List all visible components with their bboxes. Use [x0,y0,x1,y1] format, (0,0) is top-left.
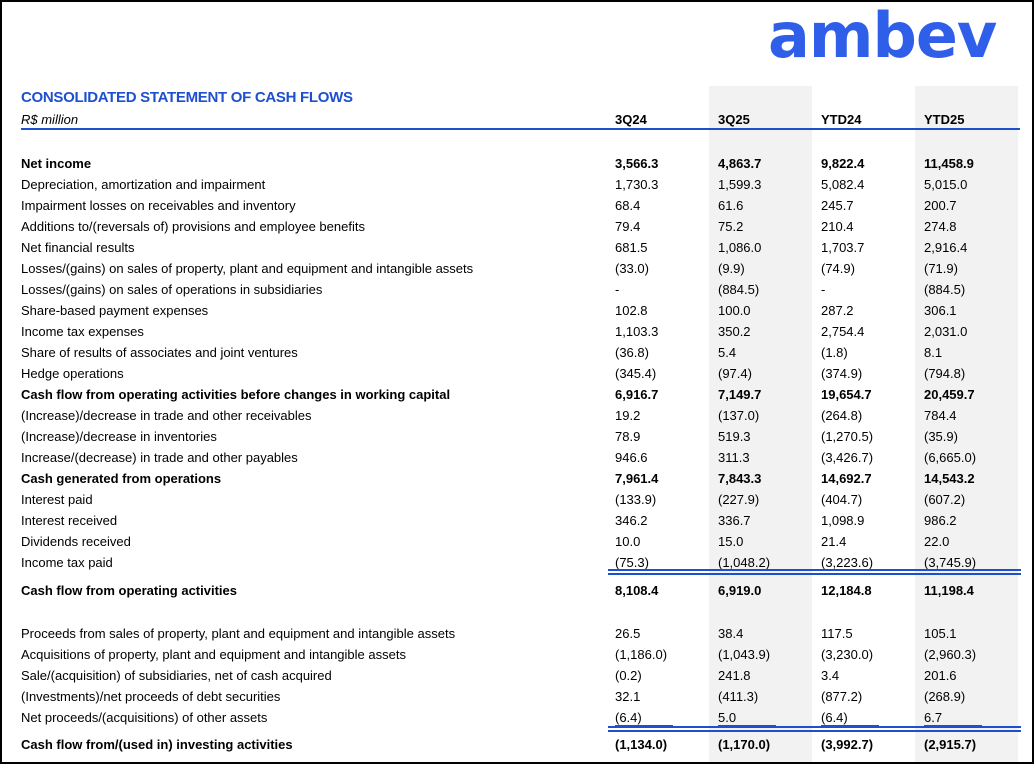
row-value-ytd24: 19,654.7 [821,387,872,402]
row-label: (Investments)/net proceeds of debt securities [21,689,281,704]
row-value-ytd25: (3,745.9) [924,555,977,570]
row-label: Cash flow from operating activities before changes in working capital [21,387,451,402]
operating-row [2,258,1032,279]
row-value-ytd24: 287.2 [821,303,854,318]
investing-total-row [2,734,1032,755]
row-value-ytd25: 22.0 [924,534,950,549]
row-value-ytd25: 5,015.0 [924,177,968,192]
operating-row [2,468,1032,489]
row-value-ytd24: (3,426.7) [821,450,874,465]
row-value-3q25: 4,863.7 [718,156,762,171]
row-value-3q25: (1,048.2) [718,555,771,570]
row-value-3q24: 6,916.7 [615,387,659,402]
row-value-3q25: 7,149.7 [718,387,762,402]
row-value-3q25: (9.9) [718,261,745,276]
row-value-ytd24: (3,230.0) [821,647,874,662]
row-value-ytd24: (74.9) [821,261,855,276]
row-value-ytd25: 274.8 [924,219,957,234]
row-value-3q24: 79.4 [615,219,641,234]
operating-row [2,447,1032,468]
row-value-3q24: 946.6 [615,450,648,465]
row-value-ytd24: 21.4 [821,534,847,549]
operating-row [2,237,1032,258]
row-value-ytd24: (3,992.7) [821,737,874,752]
operating-row [2,489,1032,510]
row-label: Impairment losses on receivables and inventory [21,198,296,213]
row-label: Sale/(acquisition) of subsidiaries, net of cash acquired [21,668,332,683]
header-rule [21,128,1020,130]
row-label: Income tax paid [21,555,113,570]
row-label: Cash generated from operations [21,471,222,486]
row-value-3q24: (345.4) [615,366,657,381]
operating-row [2,321,1032,342]
row-value-ytd24: (404.7) [821,492,863,507]
currency-unit: R$ million [21,112,79,127]
row-value-3q25: (411.3) [718,689,759,704]
row-value-3q24: (6.4) [615,710,642,725]
row-value-3q25: (1,170.0) [718,737,771,752]
row-value-3q25: 350.2 [718,324,751,339]
row-value-ytd25: (6,665.0) [924,450,977,465]
row-value-ytd25: 2,031.0 [924,324,968,339]
row-label: (Increase)/decrease in inventories [21,429,217,444]
row-value-3q25: 311.3 [718,450,750,465]
row-value-ytd25: 784.4 [924,408,957,423]
row-value-3q24: 32.1 [615,689,641,704]
row-value-ytd25: 105.1 [924,626,957,641]
row-value-3q25: (97.4) [718,366,752,381]
row-value-3q25: 61.6 [718,198,744,213]
row-value-ytd24: (877.2) [821,689,863,704]
row-value-ytd25: 20,459.7 [924,387,975,402]
row-value-3q24: 26.5 [615,626,641,641]
row-label: (Increase)/decrease in trade and other receivables [21,408,312,423]
row-label: Cash flow from/(used in) investing activities [21,737,293,752]
row-value-3q24: (36.8) [615,345,649,360]
row-value-ytd24: 1,703.7 [821,240,865,255]
row-label: Additions to/(reversals of) provisions and employee benefits [21,219,365,234]
row-value-ytd24: (6.4) [821,710,848,725]
row-value-3q24: 681.5 [615,240,648,255]
investing-total-double-rule [608,726,1021,732]
row-value-ytd25: 986.2 [924,513,957,528]
column-header-3q24: 3Q24 [615,112,647,127]
row-value-ytd24: 1,098.9 [821,513,865,528]
row-label: Cash flow from operating activities [21,583,237,598]
row-value-ytd25: (2,960.3) [924,647,977,662]
row-value-ytd24: - [821,282,826,297]
row-label: Proceeds from sales of property, plant and equipment and intangible assets [21,626,456,641]
operating-row [2,405,1032,426]
row-value-3q24: (75.3) [615,555,649,570]
operating-total-row [2,580,1032,601]
row-value-3q24: 346.2 [615,513,648,528]
row-label: Losses/(gains) on sales of property, plant and equipment and intangible assets [21,261,474,276]
operating-row [2,174,1032,195]
row-value-ytd24: (1,270.5) [821,429,874,444]
row-value-ytd24: 210.4 [821,219,854,234]
investing-row [2,623,1032,644]
row-value-ytd24: (374.9) [821,366,863,381]
row-value-3q24: 7,961.4 [615,471,659,486]
row-value-ytd25: 200.7 [924,198,957,213]
row-value-ytd24: (264.8) [821,408,863,423]
row-value-3q24: 10.0 [615,534,641,549]
row-value-ytd25: 11,458.9 [924,156,974,171]
row-value-ytd24: 2,754.4 [821,324,865,339]
row-value-3q24: (0.2) [615,668,642,683]
row-label: Acquisitions of property, plant and equipment and intangible assets [21,647,406,662]
row-value-ytd24: 14,692.7 [821,471,872,486]
column-header-3q25: 3Q25 [718,112,750,127]
row-value-ytd25: (794.8) [924,366,966,381]
row-value-3q25: (884.5) [718,282,760,297]
row-value-ytd25: (35.9) [924,429,958,444]
operating-row [2,342,1032,363]
investing-row [2,686,1032,707]
row-value-3q25: 38.4 [718,626,744,641]
row-value-3q24: - [615,282,620,297]
row-value-ytd24: (1.8) [821,345,848,360]
row-value-3q25: (137.0) [718,408,760,423]
row-label: Losses/(gains) on sales of operations in subsidiaries [21,282,323,297]
operating-row [2,426,1032,447]
operating-row [2,216,1032,237]
row-value-3q24: 68.4 [615,198,641,213]
row-label: Hedge operations [21,366,124,381]
row-value-3q24: (33.0) [615,261,649,276]
column-header-ytd24: YTD24 [821,112,862,127]
row-value-3q25: 5.4 [718,345,737,360]
row-value-3q25: 100.0 [718,303,751,318]
row-value-ytd24: 9,822.4 [821,156,865,171]
row-label: Net proceeds/(acquisitions) of other assets [21,710,268,725]
row-value-3q24: (1,186.0) [615,647,668,662]
row-value-3q24: 19.2 [615,408,641,423]
row-value-3q25: 336.7 [718,513,751,528]
row-value-3q25: 5.0 [718,710,737,725]
row-value-3q24: (133.9) [615,492,657,507]
row-label: Share of results of associates and joint ventures [21,345,298,360]
row-label: Net income [21,156,92,171]
operating-row [2,363,1032,384]
row-value-3q25: 1,599.3 [718,177,762,192]
operating-row [2,531,1032,552]
row-value-ytd25: (884.5) [924,282,966,297]
investing-row [2,665,1032,686]
row-label: Interest received [21,513,118,528]
row-value-3q25: (227.9) [718,492,760,507]
row-value-ytd25: (268.9) [924,689,966,704]
operating-row [2,153,1032,174]
row-value-ytd25: 2,916.4 [924,240,968,255]
operating-row [2,195,1032,216]
row-label: Increase/(decrease) in trade and other payables [21,450,298,465]
row-value-3q24: 1,103.3 [615,324,659,339]
ambev-logo: ambev [768,0,997,72]
row-label: Dividends received [21,534,131,549]
row-value-3q25: 6,919.0 [718,583,762,598]
row-value-ytd24: (3,223.6) [821,555,874,570]
row-value-3q25: 15.0 [718,534,744,549]
row-value-3q25: (1,043.9) [718,647,771,662]
row-value-ytd25: 6.7 [924,710,943,725]
row-value-3q24: 3,566.3 [615,156,659,171]
row-label: Net financial results [21,240,135,255]
row-value-ytd25: 11,198.4 [924,583,974,598]
investing-row [2,644,1032,665]
row-value-ytd25: 14,543.2 [924,471,975,486]
row-value-3q24: 1,730.3 [615,177,659,192]
row-value-ytd25: 8.1 [924,345,943,360]
row-value-ytd24: 245.7 [821,198,854,213]
row-value-3q24: 8,108.4 [615,583,659,598]
column-header-ytd25: YTD25 [924,112,965,127]
row-label: Income tax expenses [21,324,144,339]
row-value-ytd25: (2,915.7) [924,737,977,752]
operating-row [2,279,1032,300]
row-value-3q25: 75.2 [718,219,744,234]
row-value-ytd25: (71.9) [924,261,958,276]
row-value-ytd25: (607.2) [924,492,966,507]
operating-row [2,384,1032,405]
statement-title: CONSOLIDATED STATEMENT OF CASH FLOWS [21,89,353,106]
row-value-3q25: 1,086.0 [718,240,762,255]
row-value-ytd25: 201.6 [924,668,957,683]
row-value-3q25: 241.8 [718,668,751,683]
operating-row [2,510,1032,531]
row-value-3q25: 519.3 [718,429,751,444]
row-value-3q24: 78.9 [615,429,641,444]
operating-row [2,300,1032,321]
row-value-ytd24: 12,184.8 [821,583,872,598]
row-label: Interest paid [21,492,93,507]
row-label: Share-based payment expenses [21,303,209,318]
row-value-3q25: 7,843.3 [718,471,762,486]
row-value-ytd24: 5,082.4 [821,177,865,192]
row-value-ytd25: 306.1 [924,303,957,318]
row-label: Depreciation, amortization and impairment [21,177,266,192]
row-value-ytd24: 117.5 [821,626,853,641]
operating-total-double-rule [608,569,1021,575]
row-value-3q24: 102.8 [615,303,648,318]
row-value-3q24: (1,134.0) [615,737,668,752]
row-value-ytd24: 3.4 [821,668,840,683]
